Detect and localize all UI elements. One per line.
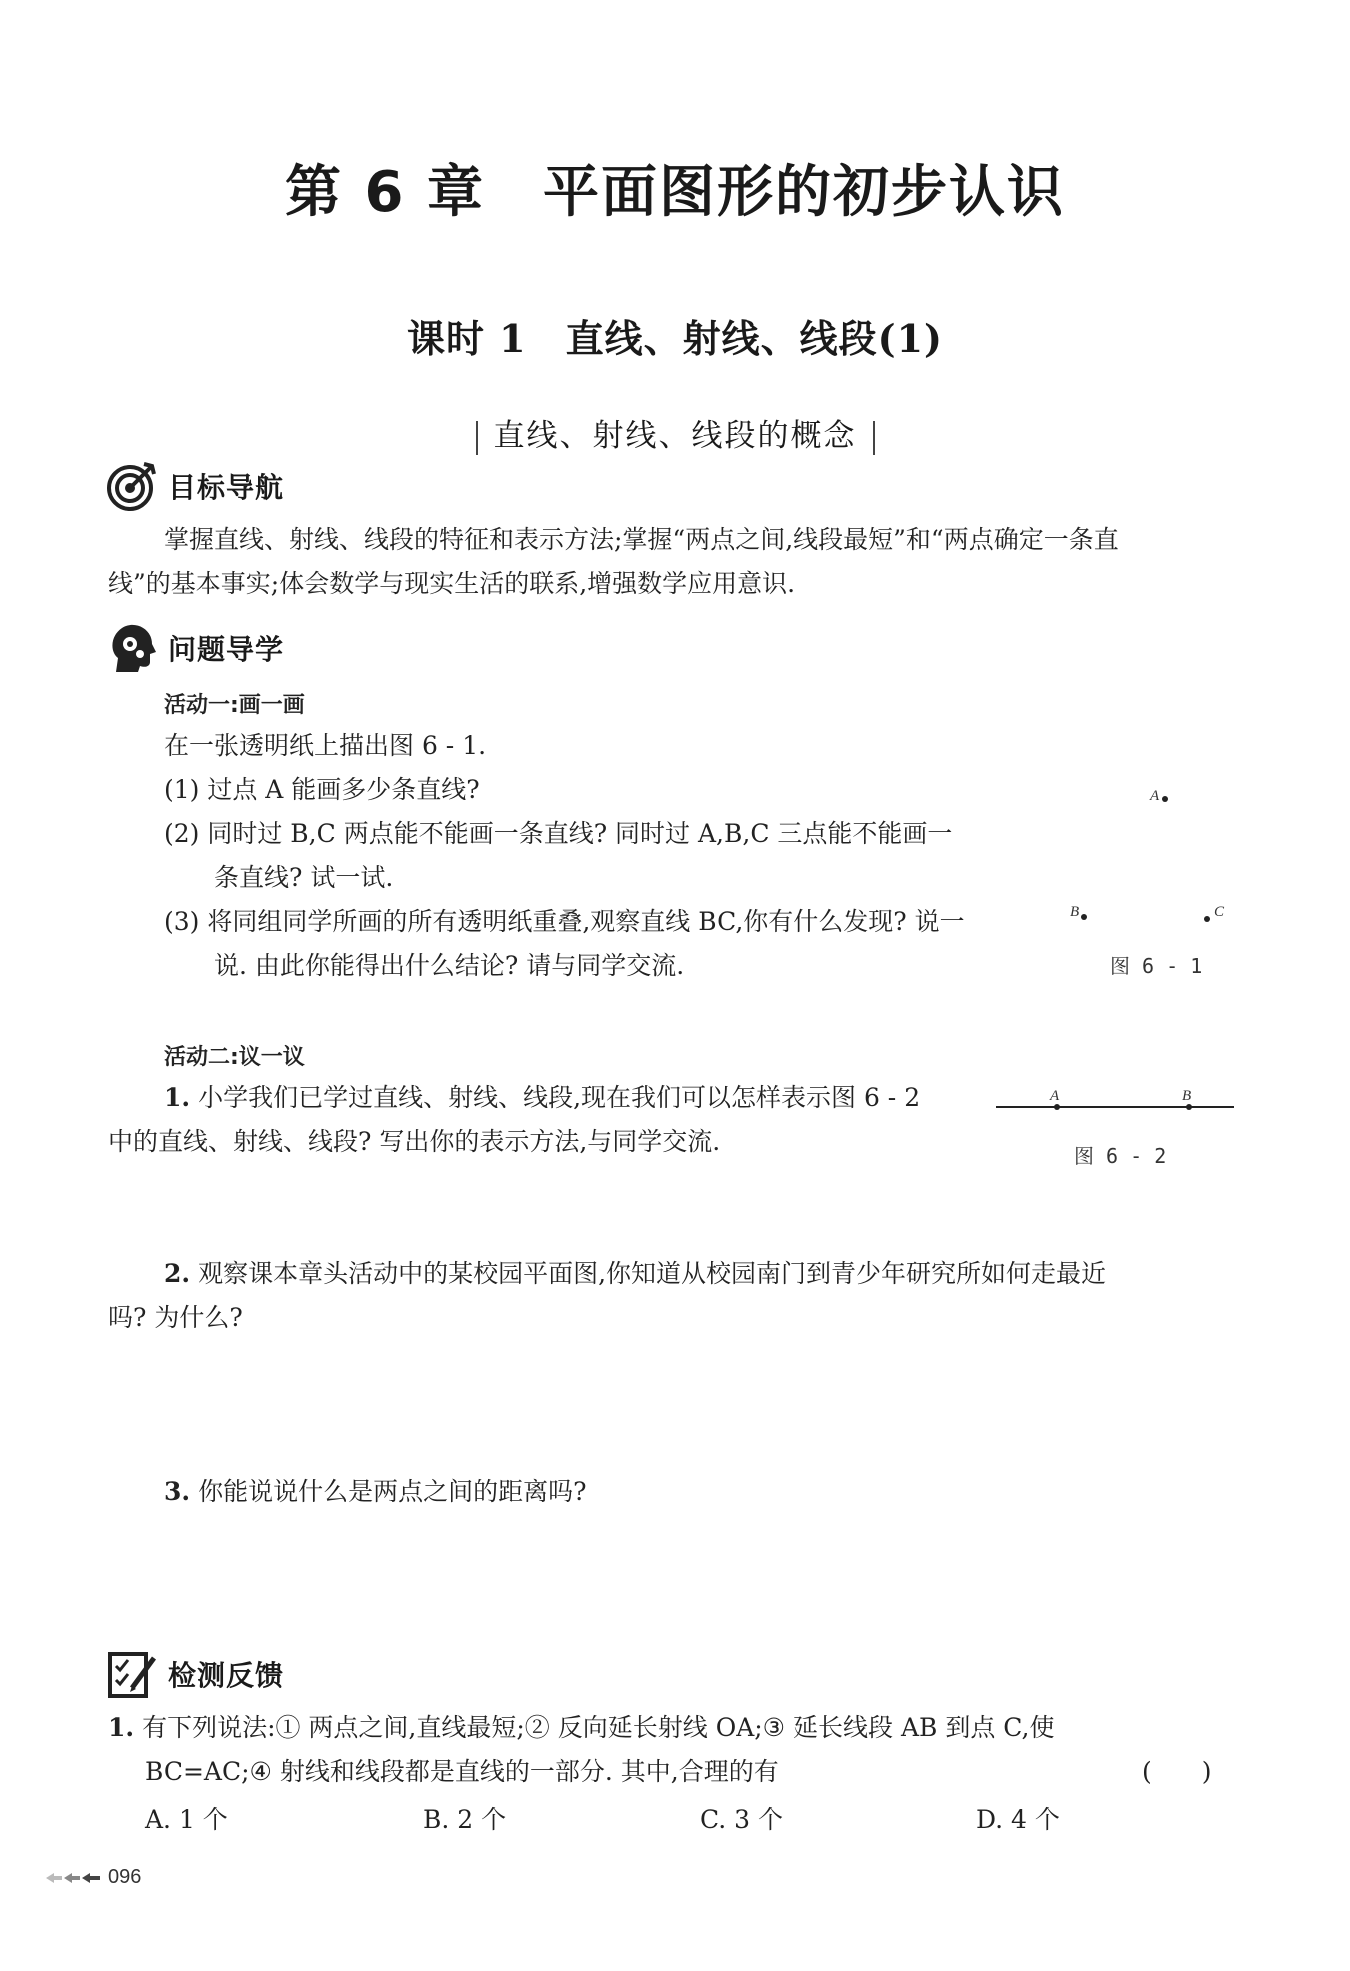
goal-nav-line2: 线”的基本事实;体会数学与现实生活的联系,增强数学应用意识. (108, 569, 796, 598)
point-b-label-fig2: B (1182, 1088, 1192, 1104)
option-c[interactable]: C. 3 个 (700, 1805, 783, 1834)
activity2-q1-text: 小学我们已学过直线、射线、线段,现在我们可以怎样表示图 6 - 2 (198, 1083, 921, 1112)
banner-left-bar (476, 421, 478, 455)
lesson-title: 课时 1 直线、射线、线段(1) (406, 316, 944, 361)
feedback-q1-bracket: ( ) (1142, 1757, 1212, 1786)
activity2-q2-number: 2. (164, 1259, 191, 1288)
activity2-q1-line1 (164, 1076, 920, 1120)
point-c-dot (1204, 916, 1210, 922)
point-a-label: A (1150, 788, 1160, 804)
point-b-dot-fig2 (1186, 1104, 1192, 1110)
figure-6-2 (996, 1082, 1236, 1172)
figure-6-1 (1060, 770, 1240, 990)
feedback-heading (106, 1646, 284, 1702)
banner-right-bar (873, 421, 875, 455)
goal-nav-title: 目标导航 (168, 471, 285, 504)
activity1-q3-line1: (3) 将同组同学所画的所有透明纸重叠,观察直线 BC,你有什么发现? 说一 (164, 907, 965, 936)
feedback-q1-number: 1. (108, 1713, 135, 1742)
feedback-title: 检测反馈 (168, 1659, 285, 1692)
activity2-q2-line2: 吗? 为什么? (108, 1303, 243, 1332)
target-icon (106, 460, 158, 512)
point-a-dot (1162, 796, 1168, 802)
option-b[interactable]: B. 2 个 (423, 1805, 507, 1834)
section-banner-text: 直线、射线、线段的概念 (493, 418, 857, 454)
point-c-label: C (1214, 904, 1225, 920)
point-a-dot-fig2 (1054, 1104, 1060, 1110)
goal-nav-line1: 掌握直线、射线、线段的特征和表示方法;掌握“两点之间,线段最短”和“两点确定一条直 (164, 525, 1119, 554)
guided-study-title: 问题导学 (168, 633, 285, 666)
feedback-q1-text: 有下列说法:① 两点之间,直线最短;② 反向延长射线 OA;③ 延长线段 AB 到点 C,使 (142, 1713, 1055, 1742)
activity1-q3-line2: 说. 由此你能得出什么结论? 请与同学交流. (214, 951, 685, 980)
figure-6-1-caption: 图 6 - 1 (1110, 954, 1203, 978)
chapter-title: 第 6 章 平面图形的初步认识 (285, 160, 1065, 225)
page-number: 096 (108, 1866, 142, 1888)
page-footer (46, 1866, 141, 1889)
activity1-q1: (1) 过点 A 能画多少条直线? (164, 775, 480, 804)
checklist-pen-icon (106, 1648, 158, 1700)
activity1-q2-line1: (2) 同时过 B,C 两点能不能画一条直线? 同时过 A,B,C 三点能不能画一 (164, 819, 953, 848)
activity2-title: 活动二:议一议 (164, 1045, 305, 1070)
arrows-icon (46, 1871, 102, 1885)
activity2-q2-text: 观察课本章头活动中的某校园平面图,你知道从校园南门到青少年研究所如何走最近 (198, 1259, 1107, 1288)
activity2-q1-number: 1. (164, 1083, 191, 1112)
point-b-dot (1081, 914, 1087, 920)
point-a-label-fig2: A (1050, 1088, 1060, 1104)
figure-6-2-caption: 图 6 - 2 (1074, 1144, 1167, 1168)
feedback-q1-line1 (108, 1706, 1054, 1750)
activity2-q1-line2: 中的直线、射线、线段? 写出你的表示方法,与同学交流. (108, 1127, 721, 1156)
line-ab (996, 1106, 1234, 1108)
activity1-q2-line2: 条直线? 试一试. (214, 863, 394, 892)
activity2-q3-number: 3. (164, 1477, 191, 1506)
option-d[interactable]: D. 4 个 (976, 1805, 1060, 1834)
activity2-q2-line1 (164, 1252, 1106, 1296)
activity1-title: 活动一:画一画 (164, 693, 305, 718)
activity1-intro: 在一张透明纸上描出图 6 - 1. (164, 731, 487, 760)
section-banner (0, 410, 1350, 455)
activity2-q3 (164, 1470, 586, 1514)
option-a[interactable]: A. 1 个 (145, 1805, 228, 1834)
head-gears-icon (106, 622, 158, 674)
goal-nav-heading (106, 458, 284, 514)
point-b-label: B (1070, 904, 1080, 920)
feedback-q1-line2: BC=AC;④ 射线和线段都是直线的一部分. 其中,合理的有 (145, 1757, 779, 1786)
guided-study-heading (106, 620, 284, 676)
activity2-q3-text: 你能说说什么是两点之间的距离吗? (198, 1477, 587, 1506)
